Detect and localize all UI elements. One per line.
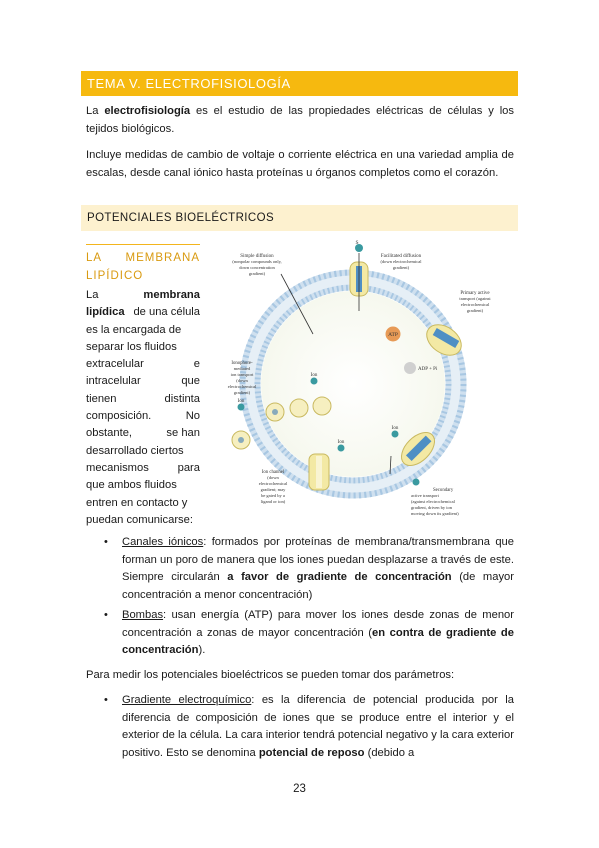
side-text-word: No (185, 410, 200, 423)
svg-text:gradient): gradient) (466, 308, 484, 313)
svg-text:ligand or ion): ligand or ion) (260, 499, 286, 504)
svg-text:electrochemical: electrochemical (460, 302, 490, 307)
membrane-transport-figure (205, 236, 517, 524)
svg-text:(down: (down (236, 378, 248, 383)
side-text-line (86, 477, 200, 494)
list-emphasis: en contra de gradiente de concentración (122, 626, 514, 656)
list-text: : usan energía (ATP) para mover los iones desde zonas de menor concentración a zonas de mayor concentración ( (122, 609, 514, 639)
side-text-word: extracelular (86, 358, 144, 371)
label-facilitated-diffusion: Facilitated diffusion (380, 254, 422, 259)
side-text-word: desarrollado ciertos (86, 444, 184, 457)
side-text-word: puedan comunicarse: (86, 513, 193, 526)
side-text-word: obstante, (86, 427, 133, 440)
membrane-description (86, 287, 200, 529)
svg-text:Ion: Ion (310, 373, 318, 378)
parameter-list (100, 692, 514, 762)
svg-text:be gated by a: be gated by a (261, 493, 285, 498)
subsection-word: MEMBRANA (125, 252, 200, 264)
svg-text:S: S (355, 240, 359, 246)
side-text-word: que ambos fluidos (86, 479, 177, 492)
svg-text:moving down its gradient): moving down its gradient) (411, 511, 459, 516)
svg-text:electrochemical: electrochemical (258, 481, 288, 486)
label-ion-channel: Ion channel (261, 470, 285, 475)
side-text-word: membrana (143, 289, 200, 301)
svg-text:gradient): gradient) (392, 265, 410, 270)
svg-text:Ion: Ion (391, 426, 399, 431)
list-emphasis: a favor de gradiente de concentración (227, 571, 452, 583)
label-simple-diffusion: Simple diffusion (240, 254, 274, 259)
svg-text:(nonpolar compounds only,: (nonpolar compounds only, (232, 259, 282, 264)
list-text: ). (198, 644, 206, 656)
side-text-word: de una célula (133, 306, 200, 319)
side-text-line (86, 408, 200, 425)
side-text-word: separar los fluidos (86, 340, 177, 353)
list-term: Canales iónicos (122, 536, 204, 548)
side-text-line (86, 287, 200, 304)
list-term: Gradiente electroquímico (122, 694, 252, 706)
subsection-word: LA (86, 252, 103, 264)
label-adp: ADP + Pi (418, 367, 438, 372)
intro-text: es el estudio de las propiedades eléctricas de células y los tejidos biológicos. (86, 105, 514, 135)
label-atp: ATP (388, 332, 398, 338)
subsection-heading (86, 244, 200, 285)
bullet-icon: • (104, 536, 108, 548)
chapter-title: TEMA V. ELECTROFISIOLOGÍA (81, 71, 518, 96)
label-secondary-active: Secondary (433, 488, 454, 493)
transport-list (100, 534, 514, 660)
side-text-word: lipídica (86, 306, 125, 319)
side-text-word: tienen (86, 392, 117, 405)
measure-paragraph: Para medir los potenciales bioeléctricos se pueden tomar dos parámetros: (86, 669, 455, 681)
svg-text:down concentration: down concentration (239, 265, 275, 270)
svg-text:electrochemical: electrochemical (227, 384, 257, 389)
membrane-diagram (205, 236, 517, 524)
intro-paragraph-2: Incluye medidas de cambio de voltaje o corriente eléctrica en una variedad amplia de escalas, desde canal iónico hasta proteínas u órganos completos como el corazón. (86, 149, 514, 179)
side-text-word: distinta (164, 392, 200, 405)
svg-text:(against electrochemical: (against electrochemical (411, 499, 455, 504)
side-text-line (86, 425, 200, 442)
list-item (100, 534, 514, 604)
side-text-line (86, 495, 200, 512)
list-text: : es la diferencia de potencial producida por la diferencia de composición de iones que se produce entre el interior y el exterior de la célula. La cara interior tendrá potencial negativo y la cara exterior positivo. Esto se denomina (122, 694, 514, 759)
list-term: Bombas (122, 609, 164, 621)
side-text-line (86, 304, 200, 321)
side-text-word: e (193, 358, 200, 371)
bullet-icon: • (104, 694, 108, 706)
intro-paragraph-1 (86, 102, 514, 138)
adp-shape (404, 362, 416, 374)
side-text-line (86, 339, 200, 356)
list-text: : formados por proteínas de membrana/transmembrana que forman un poro de manera que los iones puedan desplazarse a través de este. Siempre circularán (122, 536, 514, 583)
list-emphasis: potencial de reposo (258, 746, 365, 759)
side-text-word: es la encargada de (86, 323, 182, 336)
side-text-word: para (177, 461, 200, 474)
side-text-word: mecanismos (86, 461, 149, 474)
page-number: 23 (293, 783, 306, 795)
side-text-word: se han (166, 427, 200, 440)
side-text-line (86, 391, 200, 408)
side-text-word: intracelular (86, 375, 141, 388)
subsection-word: LIPÍDICO (86, 270, 144, 282)
side-text-line (86, 373, 200, 390)
label-ionophore: Ionophore- (231, 361, 253, 366)
intro-text: La (86, 105, 105, 117)
svg-text:active transport: active transport (411, 493, 439, 498)
svg-text:Ion: Ion (337, 440, 345, 445)
side-text-line (86, 322, 200, 339)
svg-text:(down electrochemical: (down electrochemical (380, 259, 422, 264)
label-primary-active: Primary active (460, 291, 490, 296)
side-text-line (86, 356, 200, 373)
side-text-word: composición. (86, 410, 152, 423)
svg-text:transport (against: transport (against (459, 296, 491, 301)
list-text: (de mayor concentración a menor concentración) (122, 571, 515, 601)
side-text-word: que (181, 375, 200, 388)
list-item (100, 692, 514, 762)
bullet-icon: • (104, 609, 108, 621)
side-text-line (86, 443, 200, 460)
svg-text:ion transport: ion transport (230, 372, 254, 377)
svg-text:gradient): gradient) (248, 271, 266, 276)
svg-text:mediated: mediated (233, 366, 251, 371)
section-heading: POTENCIALES BIOELÉCTRICOS (81, 205, 518, 231)
list-text: (debido a (364, 746, 415, 759)
side-text-line (86, 512, 200, 529)
side-text-line (86, 460, 200, 477)
svg-text:gradient, driven by ion: gradient, driven by ion (411, 505, 452, 510)
intro-term: electrofisiología (104, 105, 191, 117)
svg-text:(down: (down (267, 475, 279, 480)
svg-text:Ion: Ion (237, 399, 245, 404)
svg-text:gradient; may: gradient; may (260, 487, 286, 492)
side-text-word: entren en contacto y (86, 496, 188, 509)
list-item (100, 607, 514, 660)
svg-text:gradient): gradient) (233, 390, 251, 395)
side-text-word: La (86, 289, 99, 301)
